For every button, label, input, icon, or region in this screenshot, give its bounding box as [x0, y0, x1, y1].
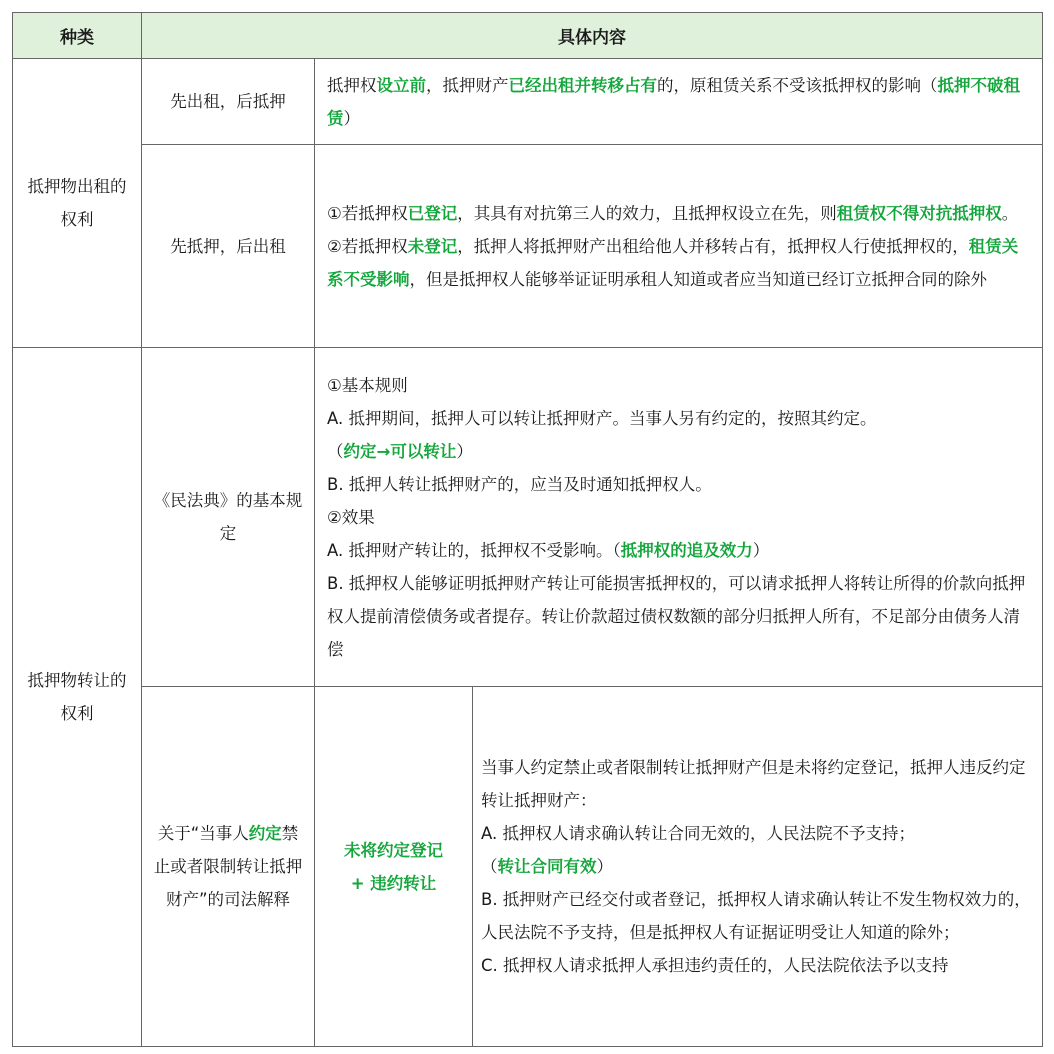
content-mortgage-first	[315, 145, 1043, 348]
subcategory-civil-code: 《民法典》的基本规定	[142, 348, 315, 687]
paragraph: B. 抵押财产已经交付或者登记，抵押权人请求确认转让不发生物权效力的，人民法院不予支持，但是抵押权人有证据证明受让人知道的除外；	[481, 890, 1031, 942]
paragraph: ②若抵押权未登记，抵押人将抵押财产出租给他人并移转占有，抵押权人行使抵押权的，租赁关系不受影响，但是抵押权人能够举证证明承租人知道或者应当知道已经订立抵押合同的除外	[327, 236, 1019, 289]
paragraph: C. 抵押权人请求抵押人承担违约责任的，人民法院依法予以支持	[481, 956, 949, 975]
paragraph: B. 抵押人转让抵押财产的，应当及时通知抵押权人。	[327, 474, 712, 494]
subcategory-mortgage-first: 先抵押，后出租	[142, 145, 315, 348]
category-lease: 抵押物出租的权利	[13, 59, 142, 348]
content-judicial-interpretation	[473, 687, 1043, 1047]
header-content: 具体内容	[142, 13, 1043, 59]
category-transfer: 抵押物转让的权利	[13, 348, 142, 1047]
header-category: 种类	[13, 13, 142, 59]
table-row	[13, 687, 1043, 1047]
content-lease-first: 抵押权设立前，抵押财产已经出租并转移占有的，原租赁关系不受该抵押权的影响（抵押不破租赁）	[315, 59, 1043, 145]
condition-cell: 未将约定登记 + 违约转让	[315, 687, 473, 1047]
paragraph: ①若抵押权已登记，其具有对抗第三人的效力，且抵押权设立在先，则租赁权不得对抗抵押权。	[327, 203, 1019, 223]
header-row	[13, 13, 1043, 59]
paragraph: A. 抵押期间，抵押人可以转让抵押财产。当事人另有约定的，按照其约定。 （约定→可以转让）	[327, 408, 877, 461]
paragraph: 当事人约定禁止或者限制转让抵押财产但是未将约定登记，抵押人违反约定转让抵押财产：	[481, 758, 1026, 810]
paragraph: A. 抵押财产转让的，抵押权不受影响。（抵押权的追及效力）	[327, 540, 770, 560]
paragraph: B. 抵押权人能够证明抵押财产转让可能损害抵押权的，可以请求抵押人将转让所得的价款向抵押权人提前清偿债务或者提存。转让价款超过债权数额的部分归抵押人所有，不足部分由债务人清偿	[327, 573, 1026, 659]
subcategory-lease-first: 先出租，后抵押	[142, 59, 315, 145]
subcategory-judicial-interpretation: 关于“当事人约定禁止或者限制转让抵押财产”的司法解释	[142, 687, 315, 1047]
content-civil-code	[315, 348, 1043, 687]
paragraph: ①基本规则	[327, 375, 408, 395]
table-row	[13, 348, 1043, 687]
table-row	[13, 145, 1043, 348]
content-table	[12, 12, 1043, 1047]
paragraph: A. 抵押权人请求确认转让合同无效的，人民法院不予支持； （转让合同有效）	[481, 824, 915, 876]
table-row	[13, 59, 1043, 145]
paragraph: ②效果	[327, 507, 375, 527]
